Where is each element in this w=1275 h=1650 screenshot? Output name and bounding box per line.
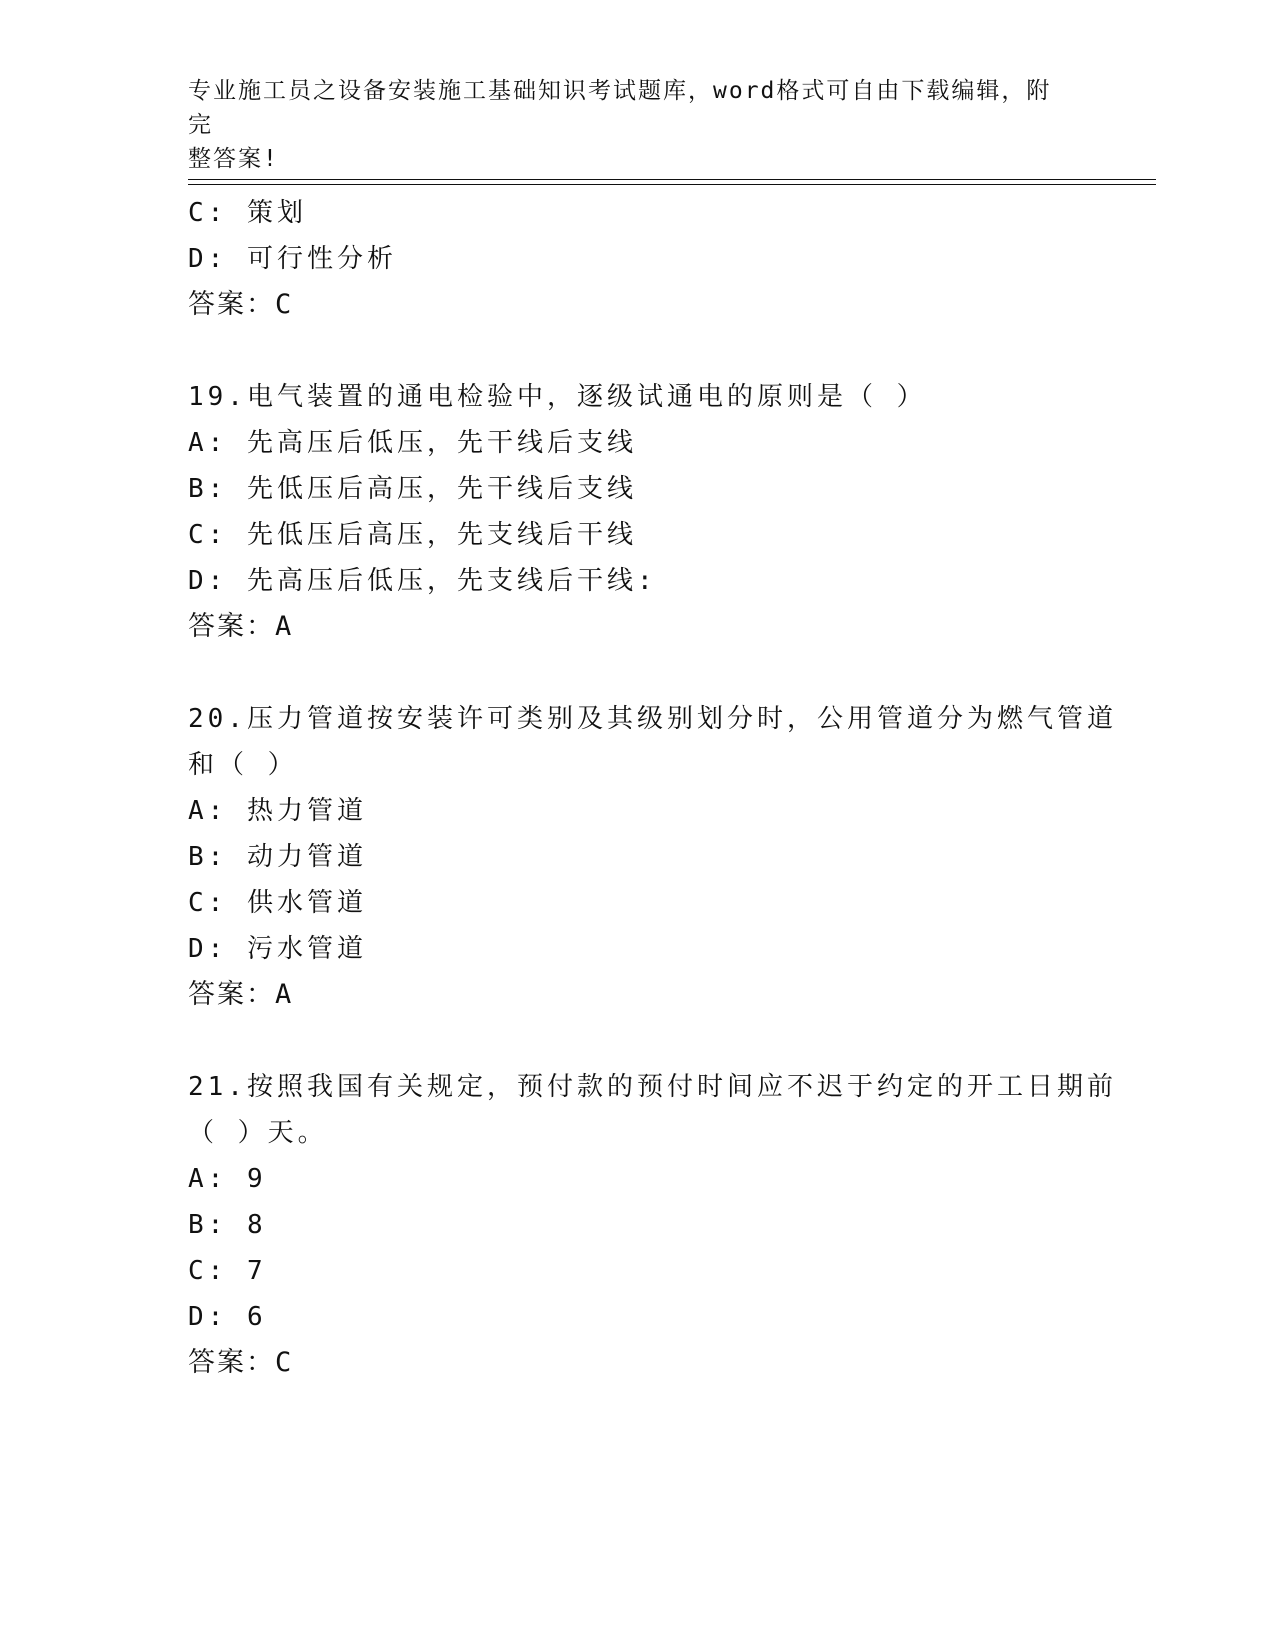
question-text: 19.电气装置的通电检验中，逐级试通电的原则是（ ） xyxy=(188,382,927,412)
answer-label: 答案：C xyxy=(188,1347,294,1378)
question-18 xyxy=(188,190,1088,328)
option-d: D: 先高压后低压，先支线后干线: xyxy=(188,566,657,596)
option-a: A: 9 xyxy=(188,1164,267,1194)
option-a: A: 热力管道 xyxy=(188,796,367,826)
option-b: B: 先低压后高压，先干线后支线 xyxy=(188,474,637,504)
answer-label: 答案：C xyxy=(188,289,294,320)
option-a: A: 先高压后低压，先干线后支线 xyxy=(188,428,637,458)
question-text-line-2: （ ）天。 xyxy=(188,1118,328,1148)
option-c: C: 7 xyxy=(188,1256,267,1286)
option-b: B: 8 xyxy=(188,1210,267,1240)
question-19 xyxy=(188,374,1088,650)
option-c: C: 供水管道 xyxy=(188,888,367,918)
option-d: D: 可行性分析 xyxy=(188,244,397,274)
spacer xyxy=(188,650,1088,696)
question-list xyxy=(188,190,1117,1386)
question-20 xyxy=(188,696,1117,1018)
spacer xyxy=(188,1018,1088,1064)
question-21 xyxy=(188,1064,1117,1386)
header-divider-top xyxy=(188,179,1156,180)
header-line-2: 整答案! xyxy=(188,146,279,172)
header-line-1: 专业施工员之设备安装施工基础知识考试题库，word格式可自由下载编辑，附完 xyxy=(188,78,1052,138)
question-text-line-1: 21.按照我国有关规定，预付款的预付时间应不迟于约定的开工日期前 xyxy=(188,1072,1117,1102)
option-c: C: 先低压后高压，先支线后干线 xyxy=(188,520,637,550)
header-divider-bottom xyxy=(188,184,1156,185)
answer-label: 答案：A xyxy=(188,979,294,1010)
option-d: D: 污水管道 xyxy=(188,934,367,964)
answer-label: 答案：A xyxy=(188,611,294,642)
question-text-line-2: 和（ ） xyxy=(188,750,298,780)
option-c: C: 策划 xyxy=(188,198,307,228)
spacer xyxy=(188,328,1088,374)
question-text-line-1: 20.压力管道按安装许可类别及其级别划分时，公用管道分为燃气管道 xyxy=(188,704,1117,734)
option-d: D: 6 xyxy=(188,1302,267,1332)
option-b: B: 动力管道 xyxy=(188,842,367,872)
document-header xyxy=(188,74,1068,176)
